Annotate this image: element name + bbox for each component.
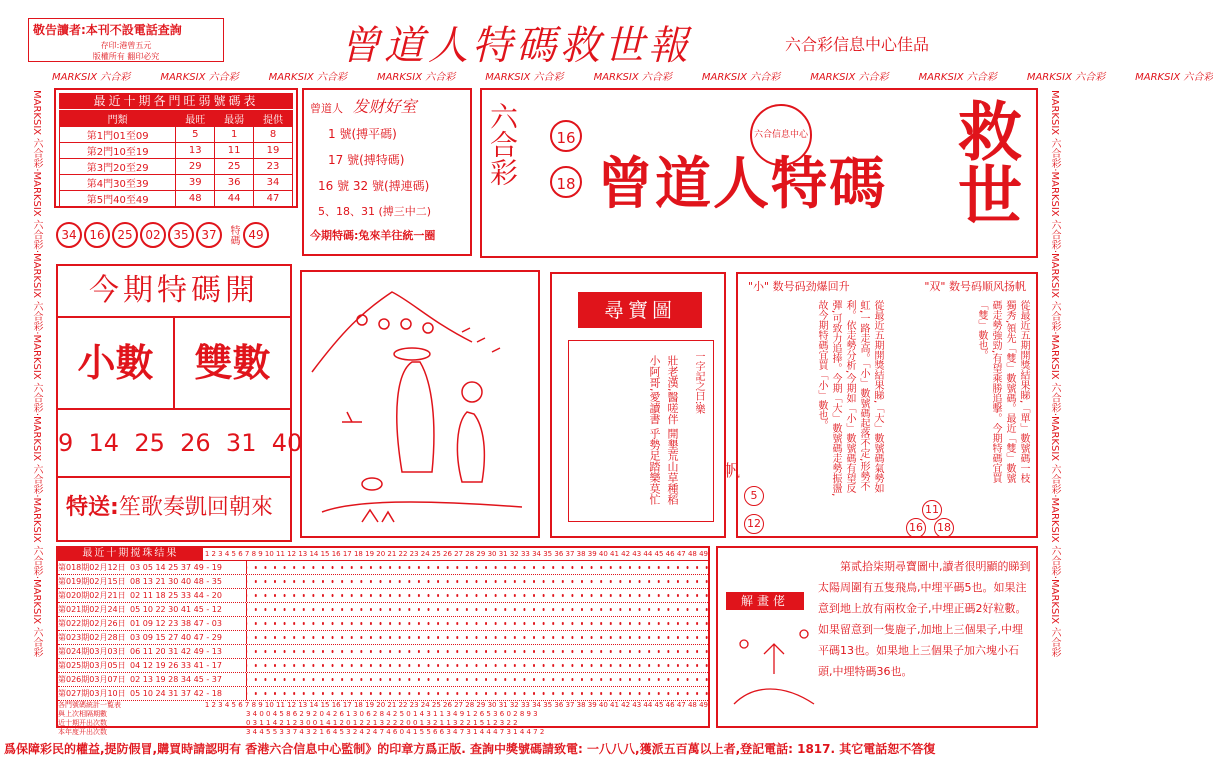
- hot-cell: 19: [254, 143, 293, 159]
- analysis-text-left: 從最近五期開獎結果睇,「大」數號碼氣勢如虹,一路走高。「小」數號碼起落不定,形勢不利。依走勢分析,今期如「小」數號碼有望反彈,可致力追捧。今期「大」數號碼走勢振盪,故今期特碼宜買「小」數也。: [816, 300, 883, 497]
- riddle-text: 第贰拾柒期尋寶圖中,讀者很明顯的睇到太陽周圍有五隻飛鳥,中埋平碼5也。如果注意到地上放有兩枚金子,中埋正碼2好粒數。如果留意到一隻鹿子,加地上三個果子,中埋平碼13也。如果地上三個果子加六塊小石頭,中埋特碼36也。: [818, 560, 1031, 678]
- banner-title: 曾道人特碼: [597, 151, 887, 217]
- summary-values: 0 3 1 1 4 2 1 2 3 0 0 1 4 1 2 0 1 2 2 1 3 2 2 2 0 0 1 3 2 1 1 3 2 2 1 5 1 2 3 2 2: [246, 719, 518, 727]
- history-dots: [246, 603, 708, 616]
- history-col-numbers: 1 2 3 4 5 6 7 8 9 10 11 12 13 14 15 16 17 18 19 20 21 22 23 24 25 26 27 28 29 30 31 32 33 34 35 36 37 38 39 40 41 42 43 44 45 46 47 48 49: [204, 550, 708, 558]
- hot-cell: 第3門20至29: [60, 159, 176, 175]
- banner-ball-b: 18: [550, 166, 582, 198]
- history-dots: [246, 617, 708, 630]
- table-row: [60, 175, 293, 191]
- hot-cell: 8: [254, 127, 293, 143]
- hot-cell: 47: [254, 191, 293, 207]
- history-draw: 06 11 20 31 42 49 - 13: [130, 647, 222, 656]
- special-open-box: [56, 264, 303, 542]
- treasure-title: 尋寶圖: [578, 292, 702, 328]
- table-row: [58, 673, 708, 687]
- marksix-label: MARKSIX 六合彩: [1049, 334, 1060, 413]
- summary-label: 本年度开出次数: [58, 728, 107, 736]
- banner-big: 救世: [947, 98, 1022, 226]
- table-row: [60, 159, 293, 175]
- history-dots: [246, 575, 708, 588]
- marksix-label: MARKSIX 六合彩: [31, 253, 42, 332]
- marksix-label: MARKSIX 六合彩: [1135, 72, 1213, 83]
- history-issue: 第024期03月03日: [58, 647, 126, 656]
- marksix-label: MARKSIX 六合彩: [1026, 72, 1106, 83]
- number-ball: 37: [196, 222, 222, 248]
- tips-title-prefix: 曾道人: [310, 102, 343, 115]
- history-dots: [246, 645, 708, 658]
- riddle-box: [716, 546, 1038, 728]
- analysis-num: 16: [906, 518, 926, 538]
- analysis-num: 5: [744, 486, 764, 506]
- treasure-picture: [300, 270, 540, 538]
- hot-cell: 13: [176, 143, 215, 159]
- marksix-label: MARKSIX 六合彩: [52, 72, 131, 83]
- analysis-head-right: "双" 数号码顺风扬帆: [924, 280, 1026, 293]
- tips-line: 16 號 32 號(搏連碼): [318, 179, 430, 193]
- tips-line: 17 號(搏特碼): [328, 153, 405, 167]
- table-row: [58, 589, 708, 603]
- history-draw: 08 13 21 30 40 48 - 35: [130, 577, 222, 586]
- old-man-boy-illustration: [302, 272, 538, 536]
- special-number-ball: 49: [243, 222, 269, 248]
- header-title: 曾道人特碼救世報: [340, 23, 692, 69]
- summary-values: 3 4 0 0 4 5 8 6 2 9 2 0 4 2 6 1 3 0 6 2 8 4 2 5 0 1 4 3 1 1 3 4 9 1 2 6 5 3 6 0 2 8 9 3: [246, 710, 538, 718]
- marksix-label: MARKSIX 六合彩: [31, 334, 42, 413]
- hot-cell: 11: [215, 143, 254, 159]
- tips-title: 发财好室: [352, 97, 417, 116]
- riddle-sketch: [724, 614, 824, 724]
- history-issue: 第025期03月05日: [58, 661, 126, 670]
- special-send-text: 笙歌奏凱回朝來: [118, 495, 273, 520]
- treasure-poem: 壯老漢,醫嗟伴 開墾荒山草種稻 小阿哥,愛讀書 乎勢足踏樂莫忙: [648, 355, 679, 505]
- table-row: [58, 687, 708, 701]
- marksix-label: MARKSIX 六合彩: [1049, 497, 1060, 576]
- summary-label: 與上次相隔期數: [58, 710, 107, 718]
- table-row: [58, 645, 708, 659]
- history-draw: 01 09 12 23 38 47 - 03: [130, 619, 222, 628]
- notice-small-1: 存印:港曾五元: [100, 41, 152, 50]
- history-issue: 第023期02月28日: [58, 633, 126, 642]
- number-ball: 16: [84, 222, 110, 248]
- number-ball: 25: [112, 222, 138, 248]
- marksix-label: MARKSIX 六合彩: [31, 497, 42, 576]
- analysis-fan: 帆: [724, 461, 741, 480]
- table-row: [60, 191, 293, 207]
- summary-values: 3 4 4 5 5 3 3 7 4 3 2 1 6 4 5 3 2 4 2 4 7 4 6 0 4 1 5 5 6 6 3 4 7 3 1 4 4 4 7 3 1 4 4 7 2: [246, 728, 545, 736]
- hot-cell: 25: [215, 159, 254, 175]
- hot-cell: 5: [176, 127, 215, 143]
- analysis-num: 12: [744, 514, 764, 534]
- hot-cell: 1: [215, 127, 254, 143]
- tips-special-text: 兔來羊往統一圈: [358, 229, 436, 242]
- history-issue: 第018期02月12日: [58, 563, 126, 572]
- marksix-label: MARKSIX 六合彩: [1049, 416, 1060, 495]
- analysis-num: 18: [934, 518, 954, 538]
- marksix-label: MARKSIX 六合彩: [31, 416, 42, 495]
- history-dots: [246, 673, 708, 686]
- history-draw: 05 10 24 31 37 42 - 18: [130, 689, 222, 698]
- tips-special-label: 今期特碼:: [310, 229, 359, 242]
- banner-seal: 六合信息中心: [750, 104, 812, 166]
- tips-box: [302, 88, 472, 256]
- history-issue: 第019期02月15日: [58, 577, 126, 586]
- analysis-box: [724, 272, 1038, 538]
- history-issue: 第022期02月26日: [58, 619, 126, 628]
- marksix-label: MARKSIX 六合彩: [31, 90, 42, 169]
- hot-cell: 39: [176, 175, 215, 191]
- history-draw: 03 09 15 27 40 47 - 29: [130, 633, 222, 642]
- marksix-label: MARKSIX 六合彩: [376, 72, 456, 83]
- history-dots: [246, 589, 708, 602]
- history-rows: [58, 561, 708, 701]
- number-ball: 35: [168, 222, 194, 248]
- history-dots: [246, 631, 708, 644]
- table-row: [58, 561, 708, 575]
- number-ball: 34: [56, 222, 82, 248]
- hot-table-box: [54, 88, 298, 208]
- hot-th: 門類: [60, 111, 176, 127]
- hot-th: 提供: [254, 111, 293, 127]
- history-issue: 第020期02月21日: [58, 591, 126, 600]
- history-draw: 05 10 22 30 41 45 - 12: [130, 605, 222, 614]
- hot-th: 最弱: [215, 111, 254, 127]
- banner-ball-a: 16: [550, 120, 582, 152]
- number-ball: 02: [140, 222, 166, 248]
- hot-cell: 44: [215, 191, 254, 207]
- special-send-label: 特送:: [66, 495, 119, 520]
- marksix-strip-top: [52, 68, 1213, 83]
- hot-cell: 第5門40至49: [60, 191, 176, 207]
- history-draw: 02 13 19 28 34 45 - 37: [130, 675, 222, 684]
- hot-cell: 第2門10至19: [60, 143, 176, 159]
- analysis-num: 11: [922, 500, 942, 520]
- marksix-label: MARKSIX 六合彩: [1049, 90, 1060, 169]
- history-draw: 04 12 19 26 33 41 - 17: [130, 661, 222, 670]
- footer-text: 爲保障彩民的權益,提防假冒,購買時請認明有 香港六合信息中心監制》的印章方爲正版. 查詢中獎號碼請致電: 一八八八,獲派五百萬以上者,登記電話: 1817. 其它電話恕不答復: [4, 742, 936, 756]
- table-row: [58, 631, 708, 645]
- marksix-label: MARKSIX 六合彩: [268, 72, 347, 83]
- history-box: [56, 546, 710, 736]
- marksix-label: MARKSIX 六合彩: [593, 72, 672, 83]
- hot-cell: 第4門30至39: [60, 175, 176, 191]
- analysis-text-right: 從最近五期開獎結果睇,「單」數號碼一枝獨秀,領先「雙」數號碼。最近「雙」數號碼走勢強勁,有望乘勝追擊。今期特碼宜買「雙」數也。: [976, 300, 1029, 484]
- special-open-numbers: 9 14 25 26 31 40: [58, 410, 290, 478]
- special-open-right: 雙數: [194, 341, 271, 385]
- marksix-label: MARKSIX 六合彩: [701, 72, 781, 83]
- history-dots: [246, 687, 708, 700]
- banner-side-chars: 六合彩: [486, 102, 519, 186]
- history-draw: 03 05 14 25 37 49 - 19: [130, 563, 222, 572]
- marksix-label: MARKSIX 六合彩: [810, 72, 889, 83]
- table-row: [58, 603, 708, 617]
- marksix-label: MARKSIX 六合彩: [1049, 579, 1060, 658]
- ball-row: [56, 220, 296, 250]
- tips-line: 1 號(搏平碼): [328, 127, 397, 141]
- table-row: [58, 659, 708, 673]
- history-issue: 第027期03月10日: [58, 689, 126, 698]
- marksix-label: MARKSIX 六合彩: [1049, 253, 1060, 332]
- table-row: [58, 575, 708, 589]
- table-row: [60, 143, 293, 159]
- header-org: 六合彩信息中心佳品: [785, 35, 930, 54]
- summary-numbers: 1 2 3 4 5 6 7 8 9 10 11 12 13 14 15 16 17 18 19 20 21 22 23 24 25 26 27 28 29 30 31 32 33 34 35 36 37 38 39 40 41 42 43 44 45 46 47 48 49: [204, 701, 708, 709]
- marksix-label: MARKSIX 六合彩: [1049, 171, 1060, 250]
- marksix-strip-right: MARKSIX 六合彩·MARKSIX 六合彩·MARKSIX 六合彩·MARKSIX 六合彩·MARKSIX 六合彩·MARKSIX 六合彩·MARKSIX 六合彩: [1049, 90, 1060, 658]
- banner-box: [480, 88, 1038, 258]
- marksix-label: MARKSIX 六合彩: [918, 72, 997, 83]
- table-row: [58, 617, 708, 631]
- notice-text: 敬告讀者:本刊不設電話查詢: [33, 23, 182, 37]
- table-row: [60, 127, 293, 143]
- hot-cell: 34: [254, 175, 293, 191]
- hot-cell: 36: [215, 175, 254, 191]
- hot-cell: 48: [176, 191, 215, 207]
- marksix-label: MARKSIX 六合彩: [160, 72, 239, 83]
- summary-label: 各門號碼統計一覧表: [58, 701, 121, 709]
- hot-cell: 第1門01至09: [60, 127, 176, 143]
- treasure-map-box: [550, 272, 726, 538]
- marksix-strip-left: MARKSIX 六合彩·MARKSIX 六合彩·MARKSIX 六合彩·MARKSIX 六合彩·MARKSIX 六合彩·MARKSIX 六合彩·MARKSIX 六合彩: [31, 90, 42, 658]
- history-issue: 第026期03月07日: [58, 675, 126, 684]
- hot-th: 最旺: [176, 111, 215, 127]
- marksix-label: MARKSIX 六合彩: [31, 579, 42, 658]
- marksix-label: MARKSIX 六合彩: [31, 171, 42, 250]
- history-title: 最近十期搅珠结果: [58, 548, 203, 560]
- header-notice-box: [28, 18, 224, 62]
- hot-table: [59, 110, 293, 207]
- treasure-line1: 一字記之曰:樂: [693, 351, 704, 415]
- tips-line: 5、18、31 (搏三中二): [318, 205, 432, 218]
- notice-small-2: 版權所有 翻印必究: [92, 52, 160, 61]
- special-ball-label: 特碼: [228, 225, 239, 245]
- history-draw: 02 11 18 25 33 44 - 20: [130, 591, 222, 600]
- history-dots: [246, 561, 708, 574]
- marksix-label: MARKSIX 六合彩: [485, 72, 564, 83]
- hot-cell: 29: [176, 159, 215, 175]
- hot-cell: 23: [254, 159, 293, 175]
- history-issue: 第021期02月24日: [58, 605, 126, 614]
- history-dots: [246, 659, 708, 672]
- special-open-title: 今期特碼開: [58, 266, 290, 318]
- riddle-tag: 解畫佬: [726, 592, 804, 610]
- special-open-left: 小數: [58, 318, 175, 408]
- analysis-head-left: "小" 数号码劲爆回升: [748, 280, 850, 293]
- hot-table-title: 最近十期各門旺弱號碼表: [59, 93, 293, 109]
- summary-label: 近十期开出次数: [58, 719, 107, 727]
